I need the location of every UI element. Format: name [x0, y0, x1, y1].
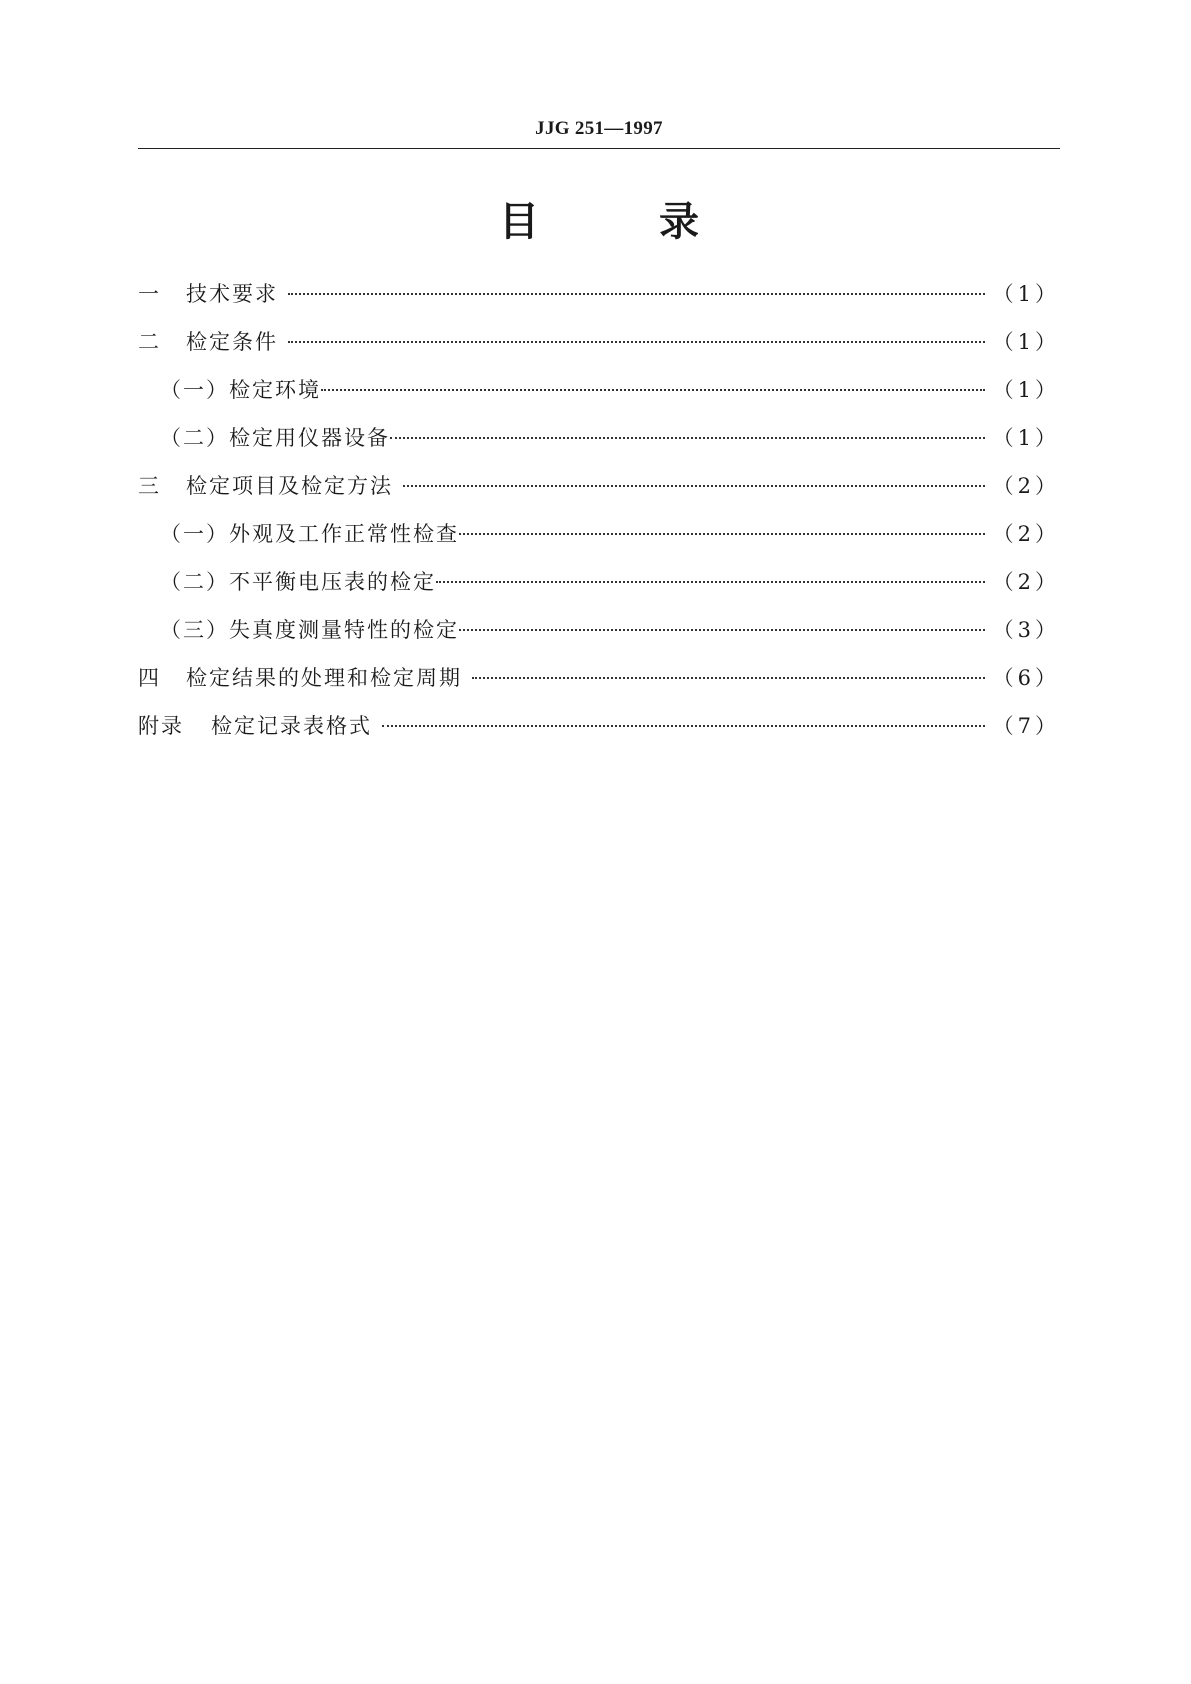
toc-entry-text: 检定环境 — [229, 378, 321, 402]
toc-entry-text: 检定项目及检定方法 — [186, 474, 393, 498]
toc-entry-number: 三 — [138, 474, 161, 498]
toc-entry-page: （6） — [992, 666, 1060, 690]
page-title: 目 录 — [499, 199, 699, 245]
dot-leader — [459, 533, 985, 535]
toc-entry-page: （1） — [992, 282, 1060, 306]
toc-entry-text: 技术要求 — [186, 282, 278, 306]
dot-leader — [390, 437, 985, 439]
toc-entry-3-3[interactable] — [138, 614, 1060, 662]
toc-entry-number: 一 — [138, 282, 161, 306]
toc-entry-number: （一） — [160, 522, 229, 546]
dot-leader — [459, 629, 985, 631]
toc-entry-text: 检定用仪器设备 — [229, 426, 390, 450]
toc-entry-number: （三） — [160, 618, 229, 642]
toc-entry-page: （3） — [992, 618, 1060, 642]
toc-entry-text: 检定条件 — [186, 330, 278, 354]
dot-leader — [288, 341, 985, 343]
dot-leader — [382, 725, 985, 727]
dot-leader — [403, 485, 985, 487]
toc-entry-4[interactable] — [138, 662, 1060, 710]
toc-entry-text: 检定记录表格式 — [211, 714, 372, 738]
toc-entry-2-2[interactable] — [138, 422, 1060, 470]
table-of-contents — [138, 278, 1060, 758]
toc-entry-page: （2） — [992, 570, 1060, 594]
toc-entry-text: 不平衡电压表的检定 — [229, 570, 436, 594]
header-rule — [138, 148, 1060, 149]
dot-leader — [321, 389, 985, 391]
toc-entry-number: 二 — [138, 330, 161, 354]
toc-entry-page: （1） — [992, 426, 1060, 450]
toc-entry-appendix[interactable] — [138, 710, 1060, 758]
toc-entry-3[interactable] — [138, 470, 1060, 518]
document-header-code: JJG 251—1997 — [535, 118, 663, 139]
toc-entry-page: （1） — [992, 378, 1060, 402]
toc-entry-2-1[interactable] — [138, 374, 1060, 422]
toc-entry-text: 失真度测量特性的检定 — [229, 618, 459, 642]
toc-entry-page: （7） — [992, 714, 1060, 738]
dot-leader — [472, 677, 985, 679]
toc-entry-text: 外观及工作正常性检查 — [229, 522, 459, 546]
toc-entry-number: （一） — [160, 378, 229, 402]
toc-entry-number: （二） — [160, 426, 229, 450]
toc-entry-3-2[interactable] — [138, 566, 1060, 614]
toc-entry-text: 检定结果的处理和检定周期 — [186, 666, 462, 690]
toc-entry-number: 附录 — [138, 714, 184, 738]
toc-entry-2[interactable] — [138, 326, 1060, 374]
dot-leader — [288, 293, 985, 295]
toc-entry-number: （二） — [160, 570, 229, 594]
toc-entry-1[interactable] — [138, 278, 1060, 326]
toc-entry-page: （2） — [992, 522, 1060, 546]
toc-entry-number: 四 — [138, 666, 161, 690]
toc-entry-3-1[interactable] — [138, 518, 1060, 566]
toc-entry-page: （2） — [992, 474, 1060, 498]
toc-entry-page: （1） — [992, 330, 1060, 354]
dot-leader — [436, 581, 985, 583]
